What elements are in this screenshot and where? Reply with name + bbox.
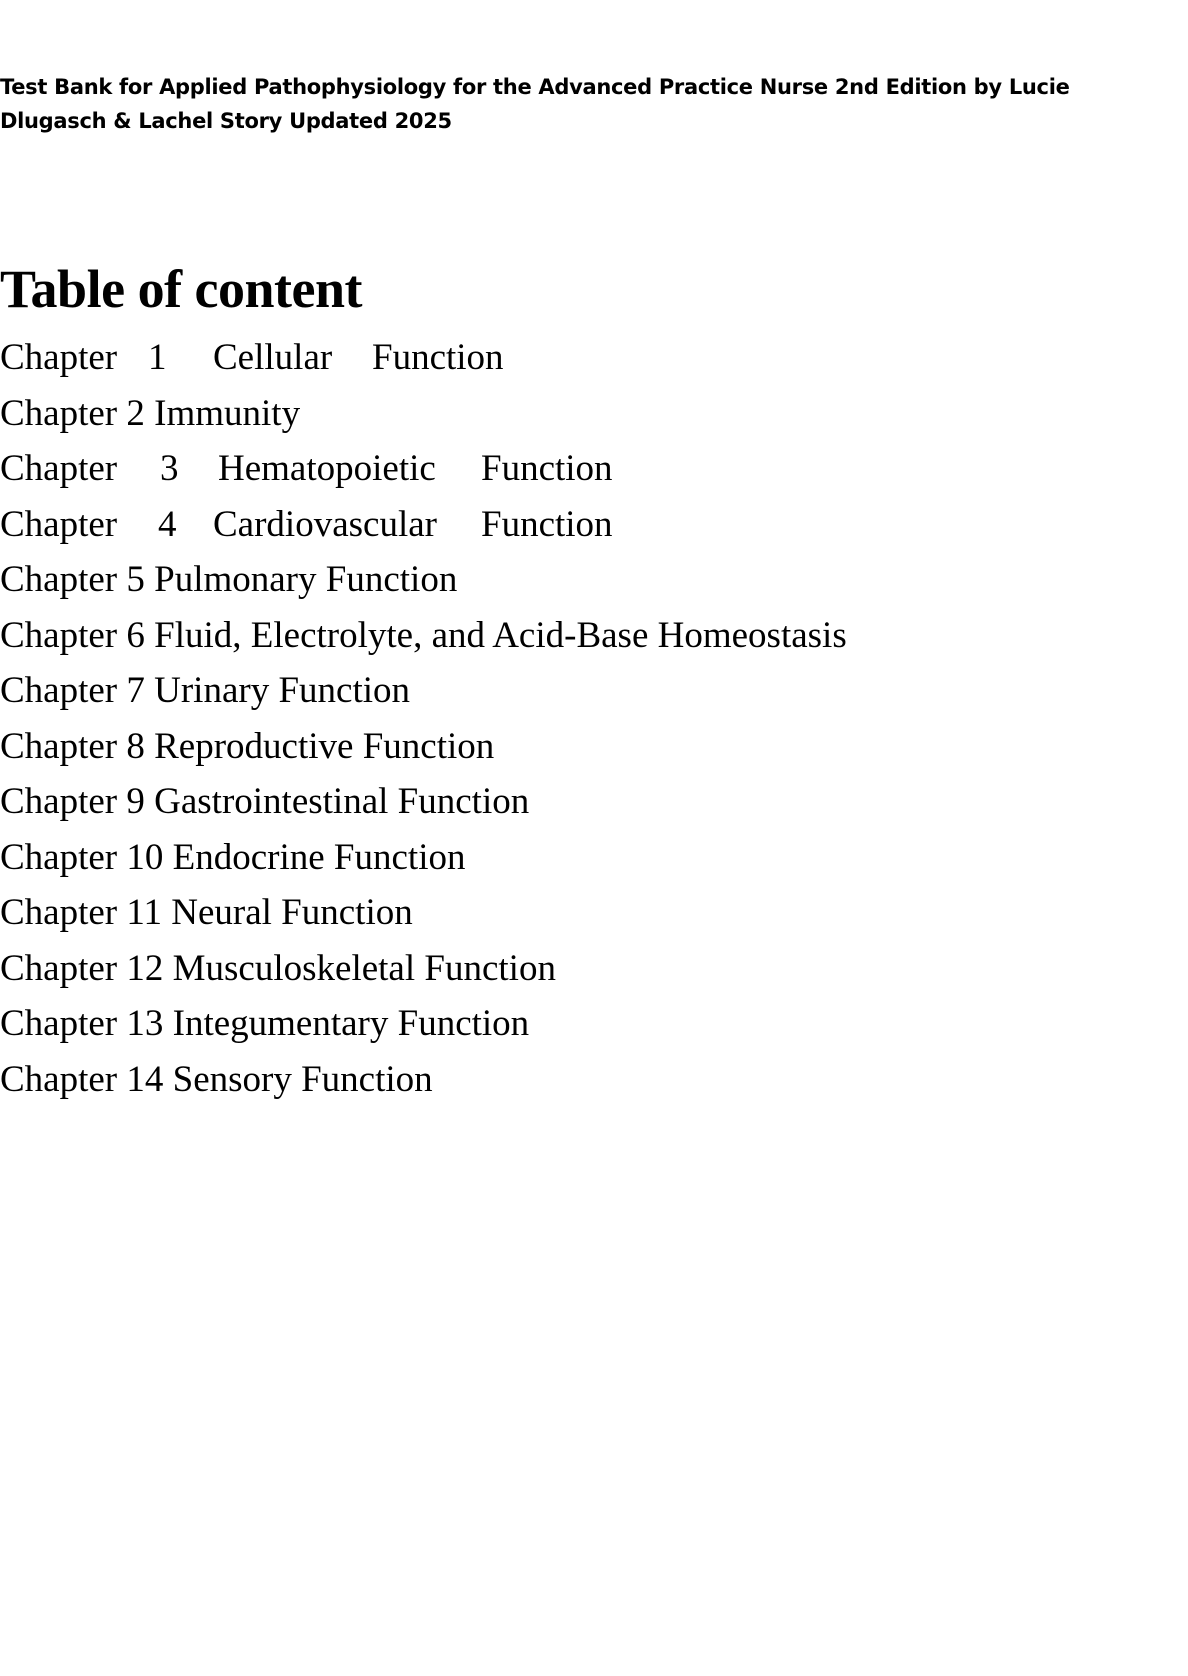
chapter-prefix: Chapter bbox=[0, 337, 118, 378]
chapter-number: 3 bbox=[160, 448, 179, 489]
chapter-title-2: Function bbox=[481, 503, 613, 545]
chapter-title-2: Function bbox=[481, 448, 613, 489]
toc-title: Table of content bbox=[0, 259, 363, 319]
toc-item-chapter-2: Chapter 2 Immunity bbox=[0, 392, 301, 434]
table-of-contents bbox=[0, 330, 847, 1107]
toc-item-chapter-5: Chapter 5 Pulmonary Function bbox=[0, 559, 458, 600]
toc-item-chapter-4 bbox=[0, 497, 847, 553]
toc-item-chapter-3 bbox=[0, 441, 847, 497]
toc-item-chapter-10: Chapter 10 Endocrine Function bbox=[0, 836, 466, 878]
toc-item-chapter-13: Chapter 13 Integumentary Function bbox=[0, 1003, 530, 1044]
toc-item-chapter-7: Chapter 7 Urinary Function bbox=[0, 670, 410, 711]
toc-item-chapter-11: Chapter 11 Neural Function bbox=[0, 892, 413, 933]
toc-item-chapter-14: Chapter 14 Sensory Function bbox=[0, 1058, 433, 1100]
chapter-title: Cardiovascular bbox=[213, 503, 437, 545]
toc-item-chapter-1 bbox=[0, 330, 847, 386]
chapter-prefix: Chapter bbox=[0, 448, 118, 489]
toc-item-chapter-9: Chapter 9 Gastrointestinal Function bbox=[0, 781, 530, 822]
chapter-prefix: Chapter bbox=[0, 503, 118, 545]
chapter-number: 4 bbox=[158, 503, 177, 545]
header-line-2: Dlugasch & Lachel Story Updated 2025 bbox=[0, 109, 452, 133]
document-header bbox=[0, 70, 1120, 138]
chapter-title: Cellular bbox=[213, 337, 333, 378]
header-line-1: Test Bank for Applied Pathophysiology for the Advanced Practice Nurse 2nd Edition by Lucie bbox=[0, 75, 1070, 99]
chapter-number: 1 bbox=[148, 337, 167, 378]
chapter-title-2: Function bbox=[372, 337, 504, 378]
toc-item-chapter-12: Chapter 12 Musculoskeletal Function bbox=[0, 947, 556, 989]
toc-item-chapter-8: Chapter 8 Reproductive Function bbox=[0, 725, 495, 767]
chapter-title: Hematopoietic bbox=[218, 448, 436, 489]
toc-item-chapter-6: Chapter 6 Fluid, Electrolyte, and Acid-Base Homeostasis bbox=[0, 614, 847, 656]
